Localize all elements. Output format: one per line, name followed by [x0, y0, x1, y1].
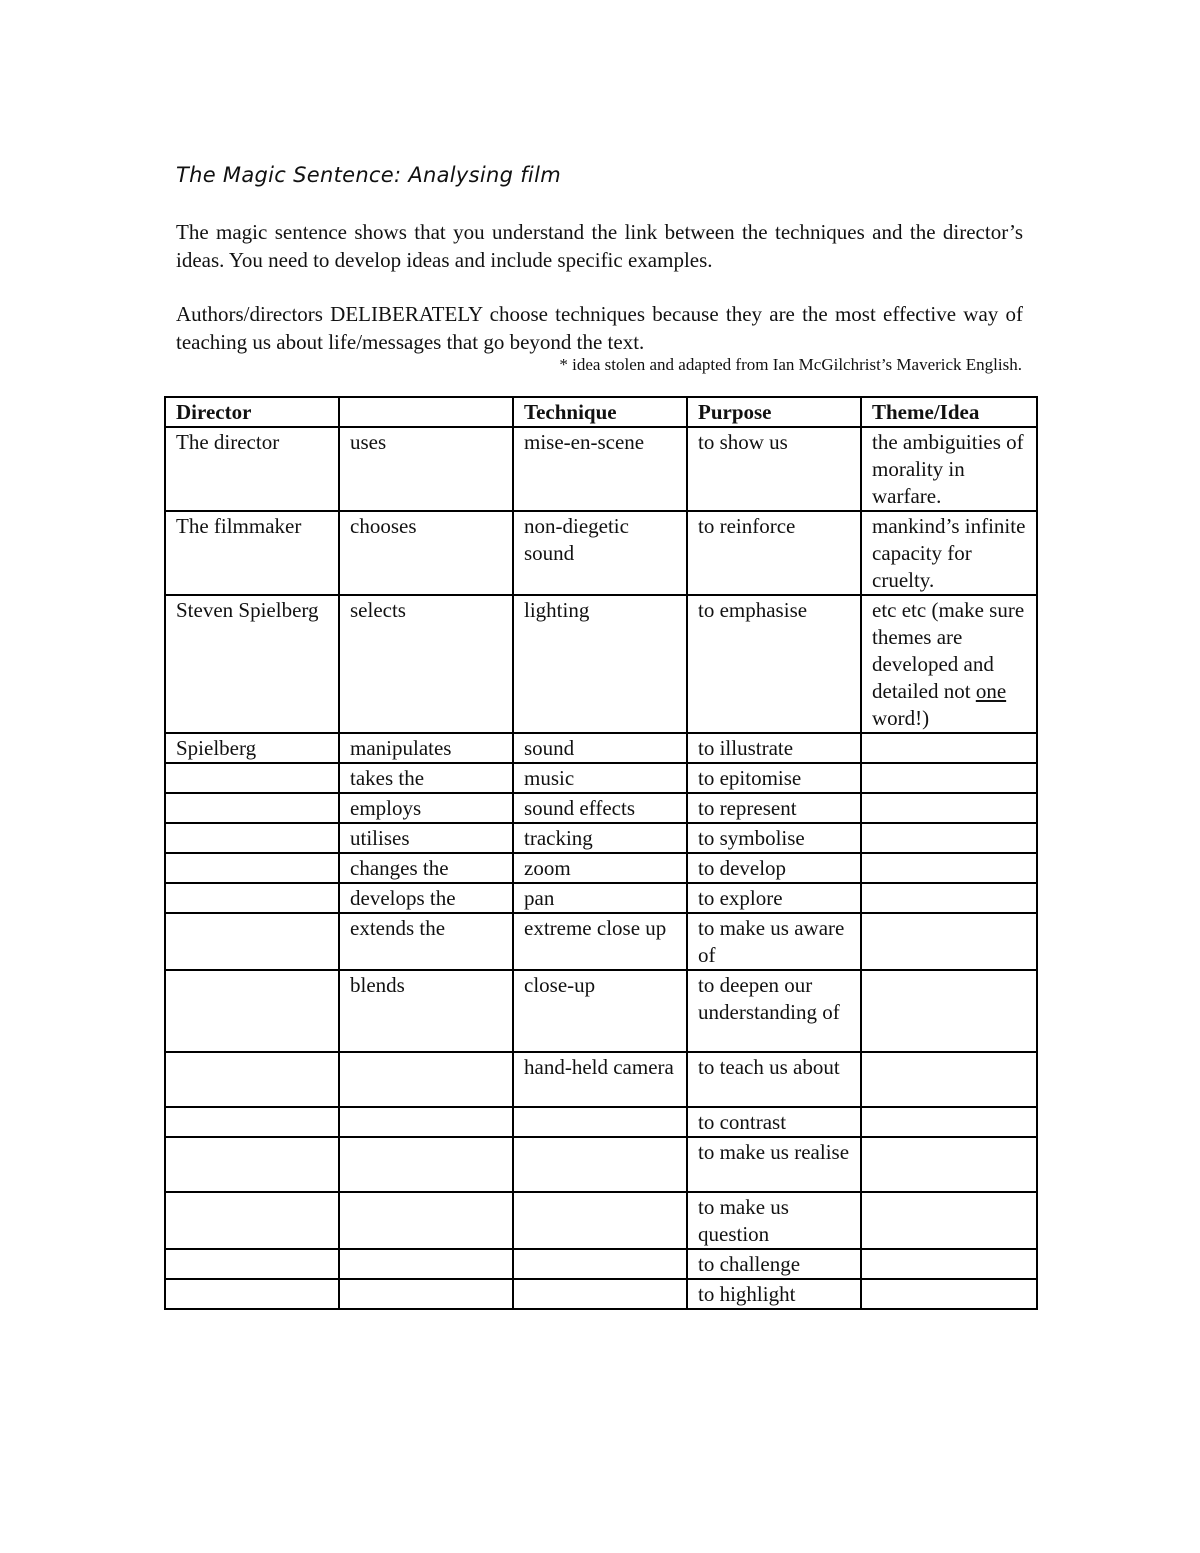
cell-text: develops the	[350, 886, 456, 910]
cell-theme	[861, 1249, 1037, 1279]
cell-purpose	[687, 913, 861, 970]
cell-theme	[861, 1052, 1037, 1107]
cell-director	[165, 427, 339, 511]
table-row	[165, 511, 1037, 595]
cell-text: to epitomise	[698, 766, 802, 790]
cell-text: to explore	[698, 886, 783, 910]
header-director: Director	[165, 397, 339, 427]
cell-technique	[513, 595, 687, 733]
cell-text: to deepen our understanding of	[698, 973, 840, 1024]
cell-verb	[339, 595, 513, 733]
cell-text: lighting	[524, 598, 590, 622]
cell-verb	[339, 427, 513, 511]
cell-text: blends	[350, 973, 405, 997]
cell-director	[165, 1192, 339, 1249]
cell-theme	[861, 1107, 1037, 1137]
cell-text-end: word!)	[872, 706, 930, 730]
cell-purpose	[687, 1052, 861, 1107]
table-row	[165, 1107, 1037, 1137]
cell-theme	[861, 733, 1037, 763]
cell-text: to contrast	[698, 1110, 787, 1134]
cell-director	[165, 1052, 339, 1107]
cell-text: close-up	[524, 973, 596, 997]
cell-theme	[861, 970, 1037, 1052]
cell-theme	[861, 883, 1037, 913]
cell-text: employs	[350, 796, 422, 820]
cell-text: to teach us about	[698, 1055, 840, 1079]
cell-text: to emphasise	[698, 598, 808, 622]
table-row	[165, 913, 1037, 970]
cell-text: to illustrate	[698, 736, 794, 760]
cell-verb	[339, 913, 513, 970]
cell-technique	[513, 970, 687, 1052]
table-row	[165, 1192, 1037, 1249]
cell-text: hand-held camera	[524, 1055, 674, 1079]
cell-purpose	[687, 1192, 861, 1249]
cell-verb	[339, 970, 513, 1052]
cell-technique	[513, 1107, 687, 1137]
authors-paragraph: Authors/directors DELIBERATELY choose techniques because they are the most effective way of teaching us about life/messages that go beyond the text.	[176, 302, 1023, 354]
cell-purpose	[687, 1137, 861, 1192]
cell-text: the ambiguities of morality in warfare.	[872, 430, 1024, 508]
cell-text: to show us	[698, 430, 788, 454]
cell-text: to make us aware of	[698, 916, 845, 967]
cell-technique	[513, 1052, 687, 1107]
cell-theme	[861, 853, 1037, 883]
cell-text: to reinforce	[698, 514, 796, 538]
cell-director	[165, 853, 339, 883]
cell-technique	[513, 823, 687, 853]
cell-text: sound effects	[524, 796, 635, 820]
cell-purpose	[687, 595, 861, 733]
cell-director	[165, 883, 339, 913]
cell-text: mankind’s infinite capacity for cruelty.	[872, 514, 1026, 592]
header-theme: Theme/Idea	[861, 397, 1037, 427]
cell-text: tracking	[524, 826, 593, 850]
cell-technique	[513, 1279, 687, 1309]
cell-technique	[513, 1137, 687, 1192]
underlined-word: one	[975, 679, 1007, 703]
header-verb	[339, 397, 513, 427]
cell-purpose	[687, 1107, 861, 1137]
cell-verb	[339, 1052, 513, 1107]
cell-director	[165, 1279, 339, 1309]
cell-director	[165, 793, 339, 823]
cell-text: extreme close up	[524, 916, 667, 940]
cell-theme	[861, 913, 1037, 970]
cell-technique	[513, 427, 687, 511]
cell-text: Spielberg	[176, 736, 257, 760]
cell-verb	[339, 1137, 513, 1192]
cell-verb	[339, 511, 513, 595]
cell-text: etc etc (make sure themes are developed and detailed not	[872, 598, 1025, 703]
cell-text: music	[524, 766, 575, 790]
cell-theme	[861, 595, 1037, 733]
cell-purpose	[687, 733, 861, 763]
cell-technique	[513, 793, 687, 823]
table-row	[165, 427, 1037, 511]
cell-text: to represent	[698, 796, 797, 820]
cell-purpose	[687, 511, 861, 595]
cell-verb	[339, 1192, 513, 1249]
table-row	[165, 1052, 1037, 1107]
cell-technique	[513, 913, 687, 970]
table-row	[165, 1249, 1037, 1279]
cell-theme	[861, 511, 1037, 595]
cell-text: takes the	[350, 766, 425, 790]
header-technique: Technique	[513, 397, 687, 427]
cell-verb	[339, 1279, 513, 1309]
cell-text: to make us question	[698, 1195, 789, 1246]
cell-verb	[339, 853, 513, 883]
table-row	[165, 595, 1037, 733]
magic-sentence-table	[164, 396, 1038, 1310]
table-header-row	[165, 397, 1037, 427]
cell-director	[165, 763, 339, 793]
cell-director	[165, 823, 339, 853]
table-row	[165, 1137, 1037, 1192]
cell-director	[165, 970, 339, 1052]
cell-verb	[339, 763, 513, 793]
cell-text: non-diegetic sound	[524, 514, 629, 565]
cell-text: The director	[176, 430, 280, 454]
cell-purpose	[687, 763, 861, 793]
cell-director	[165, 511, 339, 595]
cell-technique	[513, 511, 687, 595]
cell-theme	[861, 427, 1037, 511]
cell-text: manipulates	[350, 736, 452, 760]
cell-verb	[339, 823, 513, 853]
cell-technique	[513, 763, 687, 793]
cell-text: uses	[350, 430, 387, 454]
cell-text: Steven Spielberg	[176, 598, 319, 622]
page-title: The Magic Sentence: Analysing film	[176, 163, 561, 187]
cell-theme	[861, 1137, 1037, 1192]
intro-paragraph: The magic sentence shows that you understand the link between the techniques and the director’s ideas. You need to develop ideas and include specific examples.	[176, 220, 1023, 272]
table-row	[165, 793, 1037, 823]
cell-text: utilises	[350, 826, 410, 850]
cell-purpose	[687, 823, 861, 853]
cell-purpose	[687, 883, 861, 913]
cell-theme	[861, 823, 1037, 853]
cell-director	[165, 1249, 339, 1279]
cell-theme	[861, 793, 1037, 823]
cell-purpose	[687, 853, 861, 883]
cell-purpose	[687, 1279, 861, 1309]
cell-theme	[861, 1192, 1037, 1249]
cell-technique	[513, 1249, 687, 1279]
cell-text: to develop	[698, 856, 787, 880]
cell-text: to make us realise	[698, 1140, 850, 1164]
cell-theme	[861, 1279, 1037, 1309]
cell-technique	[513, 1192, 687, 1249]
cell-text: to symbolise	[698, 826, 805, 850]
cell-text: chooses	[350, 514, 417, 538]
cell-purpose	[687, 970, 861, 1052]
cell-verb	[339, 883, 513, 913]
table-row	[165, 733, 1037, 763]
cell-text: to highlight	[698, 1282, 796, 1306]
cell-text: pan	[524, 886, 555, 910]
cell-text: extends the	[350, 916, 446, 940]
cell-theme	[861, 763, 1037, 793]
cell-text: mise-en-scene	[524, 430, 645, 454]
cell-verb	[339, 1249, 513, 1279]
cell-director	[165, 913, 339, 970]
table-row	[165, 1279, 1037, 1309]
cell-purpose	[687, 793, 861, 823]
header-purpose: Purpose	[687, 397, 861, 427]
cell-verb	[339, 1107, 513, 1137]
cell-verb	[339, 793, 513, 823]
cell-director	[165, 1107, 339, 1137]
table-row	[165, 823, 1037, 853]
cell-director	[165, 595, 339, 733]
table-row	[165, 970, 1037, 1052]
credit-note: * idea stolen and adapted from Ian McGilchrist’s Maverick English.	[559, 355, 1022, 374]
cell-verb	[339, 733, 513, 763]
cell-purpose	[687, 1249, 861, 1279]
cell-text: to challenge	[698, 1252, 801, 1276]
cell-text: changes the	[350, 856, 449, 880]
table-row	[165, 853, 1037, 883]
cell-text: selects	[350, 598, 406, 622]
cell-director	[165, 1137, 339, 1192]
cell-director	[165, 733, 339, 763]
cell-technique	[513, 733, 687, 763]
table-row	[165, 883, 1037, 913]
cell-technique	[513, 883, 687, 913]
cell-text: zoom	[524, 856, 571, 880]
cell-text: The filmmaker	[176, 514, 302, 538]
table-row	[165, 763, 1037, 793]
cell-text: sound	[524, 736, 575, 760]
cell-purpose	[687, 427, 861, 511]
cell-technique	[513, 853, 687, 883]
